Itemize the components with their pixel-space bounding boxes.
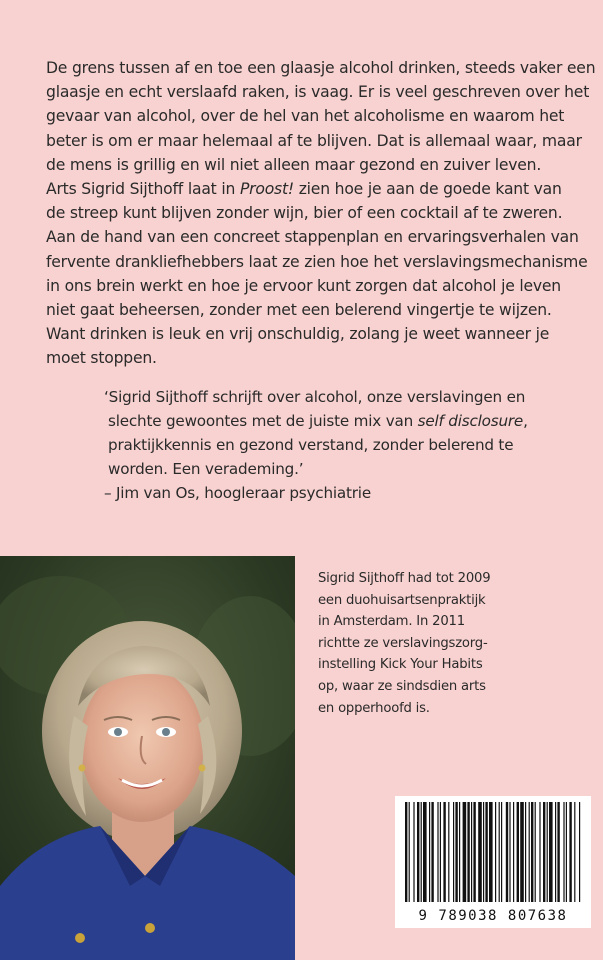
barcode-bar	[473, 802, 475, 902]
blurb-line: beter is om er maar helemaal af te blijven. Dat is allemaal waar, maar	[46, 131, 582, 150]
author-photo	[0, 556, 295, 960]
barcode-bar	[459, 802, 460, 902]
bio-line: en opperhoofd is.	[318, 700, 430, 716]
blurb-line: de streep kunt blijven zonder wijn, bier of een cocktail af te zweren.	[46, 204, 563, 223]
barcode-bar	[569, 802, 571, 902]
barcode-bar	[443, 802, 445, 902]
blurb-text-segment: zien hoe je aan de goede kant van	[293, 180, 562, 199]
barcode-bar	[455, 802, 457, 902]
endorsement-quote	[104, 385, 564, 505]
barcode-bar	[509, 802, 510, 902]
barcode-bar	[579, 802, 580, 902]
blurb-line: De grens tussen af en toe een glaasje alcohol drinken, steeds vaker een	[46, 59, 596, 77]
blurb-line: in ons brein werkt en hoe je ervoor kunt zorgen dat alcohol je leven	[46, 276, 561, 295]
isbn-number: 9 789038 807638	[418, 908, 568, 924]
barcode-bar	[417, 802, 419, 902]
blurb-line: Aan de hand van een concreet stappenplan en ervaringsverhalen van	[46, 228, 579, 247]
barcode-bar	[517, 802, 519, 902]
barcode-bar	[485, 802, 487, 902]
barcode-bar	[574, 802, 575, 902]
barcode-bar	[463, 802, 467, 902]
barcode-bar	[423, 802, 427, 902]
isbn-barcode	[395, 796, 591, 928]
blurb-text-segment: Arts Sigrid Sijthoff laat in	[46, 180, 240, 199]
barcode-bar	[531, 802, 533, 902]
quote-line: ‘Sigrid Sijthoff schrijft over alcohol, onze verslavingen en	[104, 388, 526, 406]
barcode-bar	[563, 802, 564, 902]
barcode-bar	[543, 802, 545, 902]
barcode-bar	[506, 802, 508, 902]
barcode-bar	[529, 802, 530, 902]
blurb-line: moet stoppen.	[46, 349, 157, 368]
barcode-bar	[489, 802, 493, 902]
bio-line: een duohuisartsenpraktijk	[318, 592, 486, 608]
quote-line: worden. Een verademing.’	[108, 460, 304, 478]
quote-text-segment: ,	[523, 412, 528, 430]
barcode-bar	[525, 802, 526, 902]
barcode-bar	[549, 802, 553, 902]
barcode-bar	[495, 802, 496, 902]
quote-attribution: – Jim van Os, hoogleraar psychiatrie	[104, 484, 371, 502]
blurb-line: de mens is grillig en wil niet alleen maar gezond en zuiver leven.	[46, 155, 542, 174]
bio-line: Sigrid Sijthoff had tot 2009	[318, 571, 491, 586]
barcode-bar	[437, 802, 438, 902]
barcode-bar	[478, 802, 482, 902]
bio-line: in Amsterdam. In 2011	[318, 614, 465, 630]
barcode-bar	[539, 802, 540, 902]
barcode-bar	[440, 802, 441, 902]
author-portrait-illustration	[0, 556, 295, 960]
quote-line: praktijkkennis en gezond verstand, zonder belerend te	[108, 436, 514, 454]
blurb-line	[46, 177, 566, 201]
book-title: Proost!	[239, 180, 294, 199]
quote-italic-phrase: self disclosure	[417, 412, 524, 430]
barcode-bar	[566, 802, 567, 902]
barcode-bar	[453, 802, 454, 902]
bio-line: op, waar ze sindsdien arts	[318, 678, 486, 694]
barcode-bar	[547, 802, 548, 902]
quote-text-segment: slechte gewoontes met de juiste mix van	[108, 412, 418, 430]
barcode-bar	[467, 802, 469, 902]
barcode-bar	[557, 802, 559, 902]
barcode-bar	[405, 802, 407, 902]
barcode-bar	[431, 802, 433, 902]
quote-line	[104, 409, 564, 433]
bio-line: instelling Kick Your Habits	[318, 657, 483, 673]
blurb-line: niet gaat beheersen, zonder met een belerend vingertje te wijzen.	[46, 301, 552, 320]
barcode-bar	[555, 802, 556, 902]
blurb-line: Want drinken is leuk en vrij onschuldig, zolang je weet wanneer je	[46, 325, 550, 344]
barcode-bar	[513, 802, 514, 902]
barcode-bar	[448, 802, 449, 902]
barcode-bars	[395, 796, 591, 906]
barcode-bar	[429, 802, 430, 902]
barcode-bar	[409, 802, 410, 902]
author-bio	[318, 568, 588, 719]
barcode-bar	[421, 802, 422, 902]
blurb-line: glaasje en echt verslaafd raken, is vaag. Er is veel geschreven over het	[46, 83, 590, 102]
barcode-bar	[499, 802, 500, 902]
blurb-line: fervente drankliefhebbers laat ze zien hoe het verslavingsmechanisme	[46, 252, 588, 271]
barcode-bar	[535, 802, 536, 902]
barcode-bar	[413, 802, 414, 902]
barcode-bar	[483, 802, 484, 902]
bio-line: richtte ze verslavingszorg-	[318, 635, 488, 651]
blurb-line: gevaar van alcohol, over de hel van het alcoholisme en waarom het	[46, 107, 565, 126]
barcode-bar	[471, 802, 472, 902]
barcode-bar	[501, 802, 502, 902]
barcode-bar	[520, 802, 524, 902]
blurb-text	[46, 56, 596, 371]
